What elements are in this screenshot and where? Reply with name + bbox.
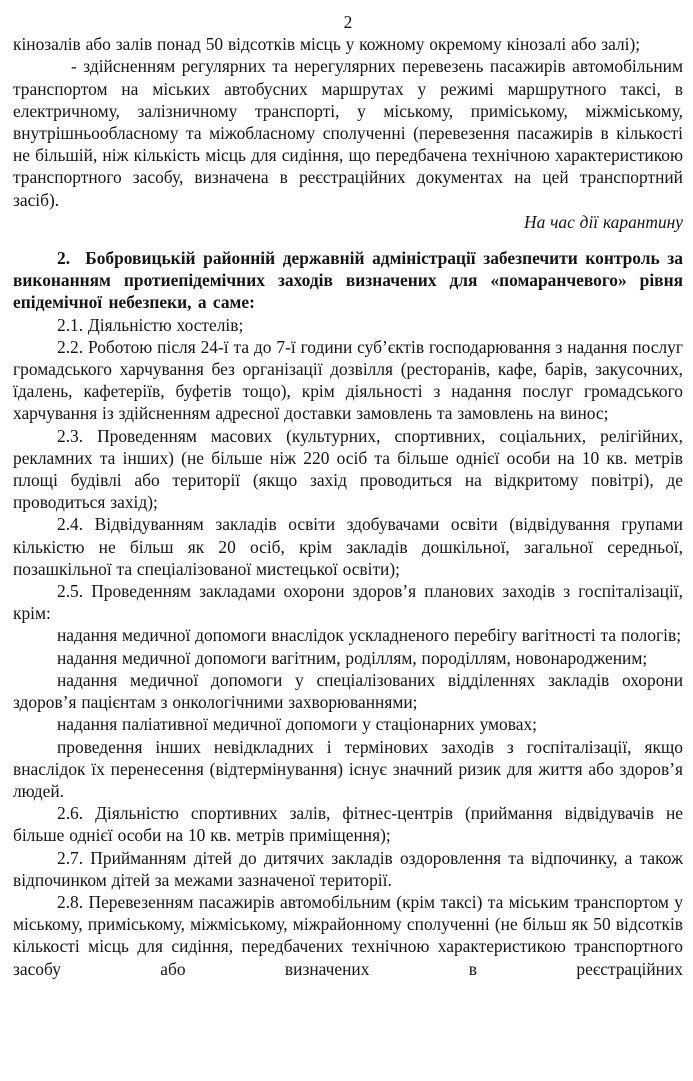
paragraph-17: 2.8. Перевезенням пасажирів автомобільним (крім таксі) та міським транспортом у міському, приміському, міжміському, міжрайонному сполученні (не більш як 50 відсотків кількості місць для сидіння, передбачених технічною характеристикою транспортного засобу або визначених в реєстраційних	[13, 891, 683, 979]
paragraph-14: проведення інших невідкладних і термінових заходів з госпіталізації, якщо внаслідок їх перенесення (відтермінування) існує значний ризик для життя або здоров’я людей.	[13, 736, 683, 801]
paragraph-8: 2.4. Відвідуванням закладів освіти здобувачами освіти (відвідування групами кількістю не більш як 20 осіб, крім закладів дошкільної, загальної середньої, позашкільної та спеціалізованої мистецької освіти);	[13, 514, 683, 579]
paragraph-5: 2.1. Діяльністю хостелів;	[57, 314, 244, 335]
paragraph-12: надання медичної допомоги у спеціалізованих відділеннях закладів охорони здоров’я пацієнтам з онкологічними захворюваннями;	[13, 669, 683, 713]
paragraph-7: 2.3. Проведенням масових (культурних, спортивних, соціальних, релігійних, рекламних та інших) (не більше ніж 220 осіб та більше однієї особи на 10 кв. метрів площі будівлі або території (якщо захід проводиться на відкритому повітрі), де проводиться захід);	[13, 425, 683, 513]
document-body	[13, 33, 683, 980]
paragraph-13: надання паліативної медичної допомоги у стаціонарних умовах;	[57, 714, 537, 735]
paragraph-4: 2. Бобровицькій районній державній адміністрації забезпечити контроль за виконанням протиепідемічних заходів визначених для «помаранчевого» рівня епідемічної небезпеки, а саме:	[13, 248, 683, 313]
paragraph-10: надання медичної допомоги внаслідок ускладненого перебігу вагітності та пологів;	[57, 625, 682, 646]
paragraph-2: - здійсненням регулярних та нерегулярних перевезень пасажирів автомобільним транспортом на міських автобусних маршрутах у режимі маршрутного таксі, в електричному, залізничному транспорті, у міському, приміському, міжміському, внутрішньообласному та міжобласному сполученні (перевезення пасажирів в кількості не більшій, ніж кількість місць для сидіння, що передбачена технічною характеристикою транспортного засобу, визначена в реєстраційних документах на цей транспортний засіб).	[13, 56, 683, 210]
paragraph-11: надання медичної допомоги вагітним, роділлям, породіллям, новонародженим;	[57, 647, 648, 668]
page-number: 2	[343, 12, 353, 32]
paragraph-3: На час дії карантину	[524, 211, 683, 232]
paragraph-6: 2.2. Роботою після 24-ї та до 7-ї години суб’єктів господарювання з надання послуг громадського харчування без організації дозвілля (ресторанів, кафе, барів, закусочних, їдалень, кафетеріїв, буфетів тощо), крім діяльності з надання послуг громадського харчування із здійсненням адресної доставки замовлень та замовлень на винос;	[13, 336, 683, 424]
paragraph-16: 2.7. Прийманням дітей до дитячих закладів оздоровлення та відпочинку, а також відпочинком дітей за межами зазначеної території.	[13, 847, 683, 890]
paragraph-9: 2.5. Проведенням закладами охорони здоров’я планових заходів з госпіталізації, крім:	[13, 581, 683, 624]
paragraph-1: кінозалів або залів понад 50 відсотків місць у кожному окремому кінозалі або залі);	[13, 34, 641, 55]
paragraph-15: 2.6. Діяльністю спортивних залів, фітнес-центрів (приймання відвідувачів не більше однієї особи на 10 кв. метрів приміщення);	[13, 803, 683, 846]
